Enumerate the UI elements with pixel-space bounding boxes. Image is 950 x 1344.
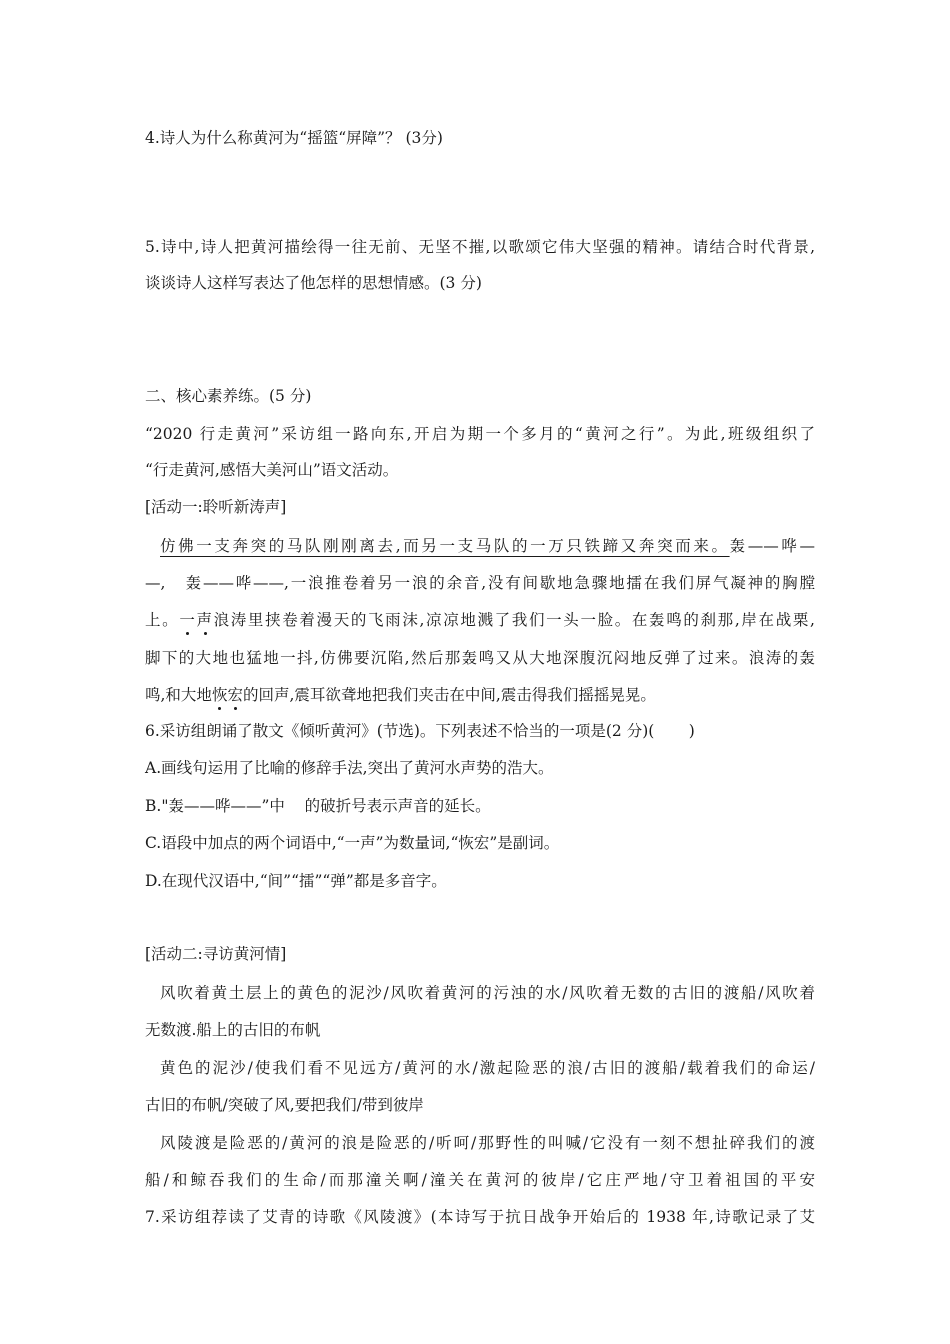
question-6-option-c: C.语段中加点的两个词语中,“一声”为数量词,“恢宏”是副词。 (145, 834, 560, 852)
question-5-line-2: 谈谈诗人这样写表达了他怎样的思想情感。(3 分) (145, 274, 482, 292)
passage-line-5-start: 鸣,和大地 (145, 686, 212, 704)
passage-line-3-end: 浪涛里挟卷着漫天的飞雨沫,凉凉地溅了我们一头一脸。在轰鸣的刹那,岸在战栗, (213, 611, 815, 629)
question-5-line-1: 5.诗中,诗人把黄河描绘得一往无前、无坚不摧,以歌颂它伟大坚强的精神。请结合时代背景, (145, 238, 815, 256)
question-7-line-1: 7.采访组荐读了艾青的诗歌《风陵渡》(本诗写于抗日战争开始后的 1938 年,诗歌记录了艾 (145, 1208, 815, 1226)
emphasis-dot-char-sheng: 声 (196, 611, 214, 629)
question-4: 4.诗人为什么称黄河为“摇篮“屏障”？ (3分) (145, 129, 443, 147)
passage-line-4: 脚下的大地也猛地一抖,仿佛要沉陷,然后那轰鸣又从大地深腹沉闷地反弹了过来。浪涛的轰 (145, 649, 815, 667)
poem-stanza-2-line-2: 古旧的布帆/突破了风,要把我们/带到彼岸 (145, 1096, 424, 1114)
passage-line-3 (145, 610, 815, 630)
underlined-sentence: 仿佛一支奔突的马队刚刚离去,而另一支马队的一万只铁蹄又奔突而来。 (160, 537, 730, 555)
poem-stanza-2-line-1: 黄色的泥沙/使我们看不见远方/黄河的水/激起险恶的浪/古旧的渡船/载着我们的命运/ (160, 1059, 815, 1077)
passage-line-2: —, 轰——哗——,一浪推卷着另一浪的余音,没有间歇地急骤地擂在我们屏气凝神的胸膛 (145, 574, 815, 592)
passage-line-3-start: 上。 (145, 611, 180, 629)
passage-line-1-rest: 轰——哗— (729, 537, 815, 555)
question-6-stem: 6.采访组朗诵了散文《倾听黄河》(节选)。下列表述不恰当的一项是(2 分)( ) (145, 722, 695, 740)
passage-line-1 (160, 536, 815, 556)
activity-1-title: [活动一:聆听新涛声] (145, 498, 287, 516)
emphasis-dot-char-hui: 恢 (211, 686, 228, 704)
passage-line-5 (145, 685, 815, 705)
poem-stanza-3-line-2: 船/和鲸吞我们的生命/而那潼关啊/潼关在黄河的彼岸/它庄严地/守卫着祖国的平安 (145, 1171, 815, 1189)
section-2-heading: 二、核心素养练。(5 分) (145, 387, 312, 405)
question-6-option-d: D.在现代汉语中,“间”“擂”“弹”都是多音字。 (145, 872, 447, 890)
question-6-option-b: B."轰——哗——”中 的破折号表示声音的延长。 (145, 797, 491, 815)
intro-line-2: “行走黄河,感悟大美河山”语文活动。 (145, 461, 399, 479)
poem-stanza-1-line-2: 无数渡.船上的古旧的布帆 (145, 1021, 321, 1039)
activity-2-title: [活动二:寻访黄河情] (145, 945, 287, 963)
question-6-option-a: A.画线句运用了比喻的修辞手法,突出了黄河水声势的浩大。 (145, 759, 554, 777)
passage-line-5-end: 的回声,震耳欲聋地把我们夹击在中间,震击得我们摇摇晃晃。 (242, 686, 656, 704)
intro-line-1: “2020 行走黄河”采访组一路向东,开启为期一个多月的“黄河之行”。为此,班级组织了 (145, 425, 815, 443)
poem-stanza-1-line-1: 风吹着黄土层上的黄色的泥沙/风吹着黄河的污浊的水/风吹着无数的古旧的渡船/风吹着 (160, 984, 815, 1002)
poem-stanza-3-line-1: 风陵渡是险恶的/黄河的浪是险恶的/听呵/那野性的叫喊/它没有一刻不想扯碎我们的渡 (160, 1134, 815, 1152)
emphasis-dot-char-hong: 宏 (227, 686, 243, 704)
emphasis-dot-char-yi: 一 (179, 611, 197, 629)
